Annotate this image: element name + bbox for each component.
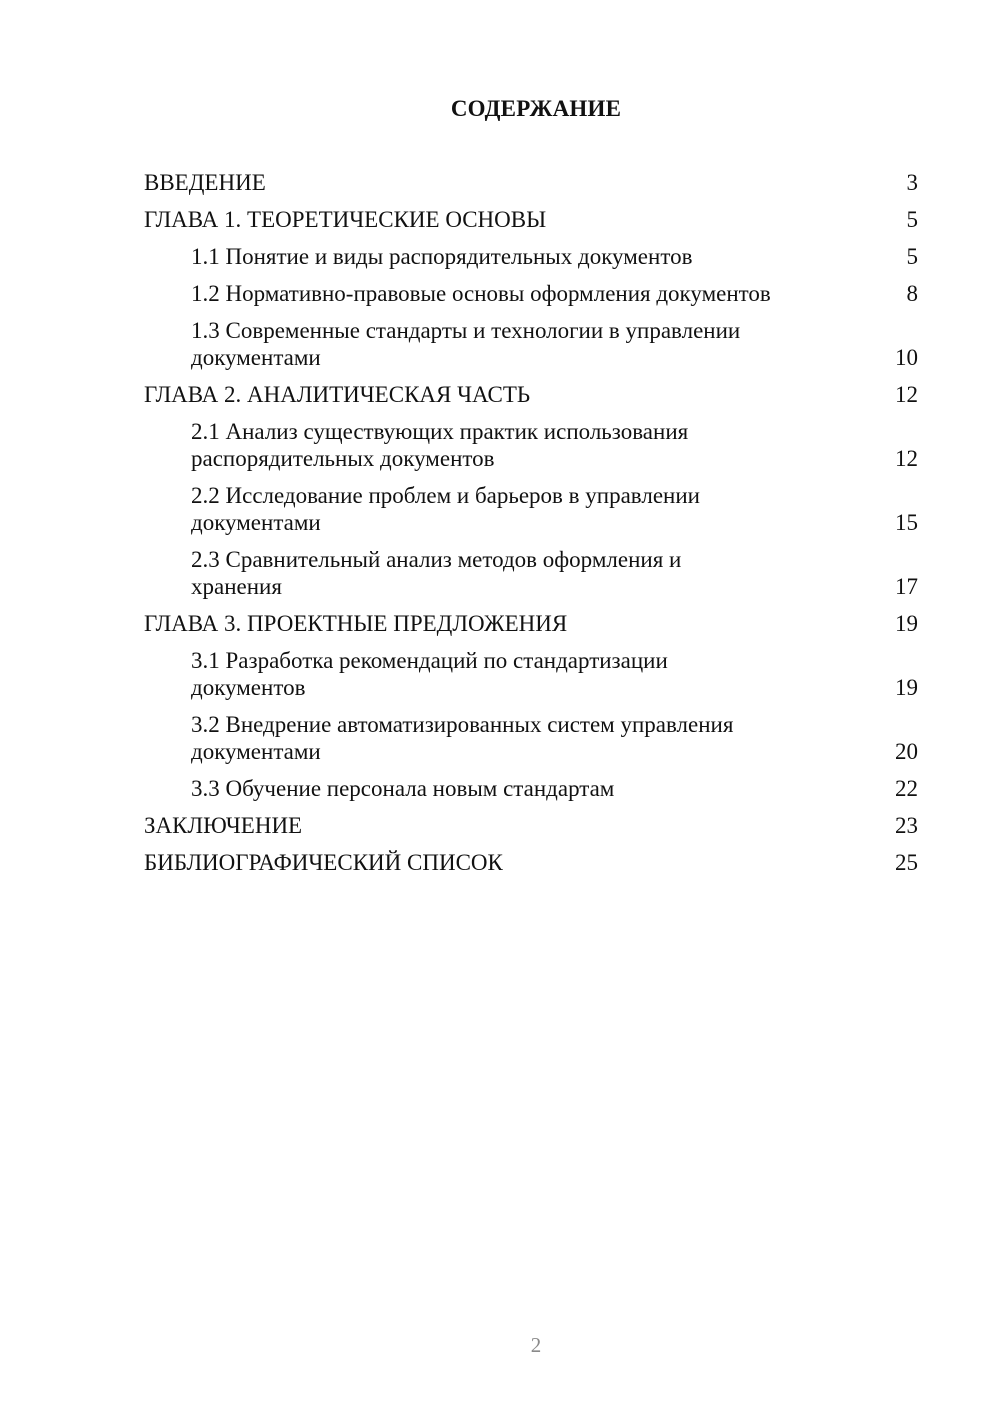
toc-entry-chapter-2 [144,381,918,408]
toc-entry-page: 5 [906,207,918,232]
toc-entry-section-1-2 [144,280,918,307]
toc-entry-text: 1.3 Современные стандарты и технологии в управлении документами [191,318,741,370]
toc-entry-page: 23 [895,813,918,838]
toc-entry-text: ВВЕДЕНИЕ [144,170,266,195]
toc-entry-page: 12 [895,446,918,471]
toc-entry-page: 25 [895,850,918,875]
toc-entry-text: 3.3 Обучение персонала новым стандартам [191,776,615,801]
toc-entry-page: 8 [906,281,918,306]
toc-entry-page: 3 [906,170,918,195]
toc-entry-text: 2.2 Исследование проблем и барьеров в управлении документами [191,483,700,535]
toc-entry-conclusion [144,812,918,839]
toc-entry-text: ГЛАВА 1. ТЕОРЕТИЧЕСКИЕ ОСНОВЫ [144,207,547,232]
toc-entry-text: ГЛАВА 2. АНАЛИТИЧЕСКАЯ ЧАСТЬ [144,382,531,407]
toc-entry-text: 3.1 Разработка рекомендаций по стандартизации документов [191,648,668,700]
toc-heading: СОДЕРЖАНИЕ [450,96,622,121]
toc-entry-section-2-2 [144,482,918,536]
toc-entry-section-2-3 [144,546,918,600]
toc-entry-text: 3.2 Внедрение автоматизированных систем управления документами [191,712,734,764]
toc-entry-section-2-1 [144,418,918,472]
toc-entry-page: 19 [895,611,918,636]
toc-entry-text: 2.3 Сравнительный анализ методов оформления и хранения [191,547,682,599]
toc-entry-page: 17 [895,574,918,599]
toc-entry-page: 15 [895,510,918,535]
toc-entry-page: 22 [895,776,918,801]
toc-entry-text: БИБЛИОГРАФИЧЕСКИЙ СПИСОК [144,850,503,875]
toc-entry-text: 1.2 Нормативно-правовые основы оформления документов [191,281,771,306]
page-number: 2 [530,1333,542,1357]
toc-entry-text: 2.1 Анализ существующих практик использования распорядительных документов [191,419,689,471]
toc-entry-page: 19 [895,675,918,700]
toc-entry-text: ГЛАВА 3. ПРОЕКТНЫЕ ПРЕДЛОЖЕНИЯ [144,611,568,636]
toc-entry-bibliography [144,849,918,876]
toc-entry-chapter-1 [144,206,918,233]
toc-entry-page: 10 [895,345,918,370]
toc-entry-section-3-2 [144,711,918,765]
toc-entry-section-3-3 [144,775,918,802]
toc-entry-section-3-1 [144,647,918,701]
toc-entry-page: 5 [906,244,918,269]
toc-entry-section-1-3 [144,317,918,371]
toc-entry-introduction [144,169,918,196]
table-of-contents [144,169,918,886]
toc-entry-page: 12 [895,382,918,407]
toc-entry-text: ЗАКЛЮЧЕНИЕ [144,813,303,838]
toc-entry-text: 1.1 Понятие и виды распорядительных документов [191,244,693,269]
toc-entry-chapter-3 [144,610,918,637]
toc-entry-page: 20 [895,739,918,764]
toc-entry-section-1-1 [144,243,918,270]
